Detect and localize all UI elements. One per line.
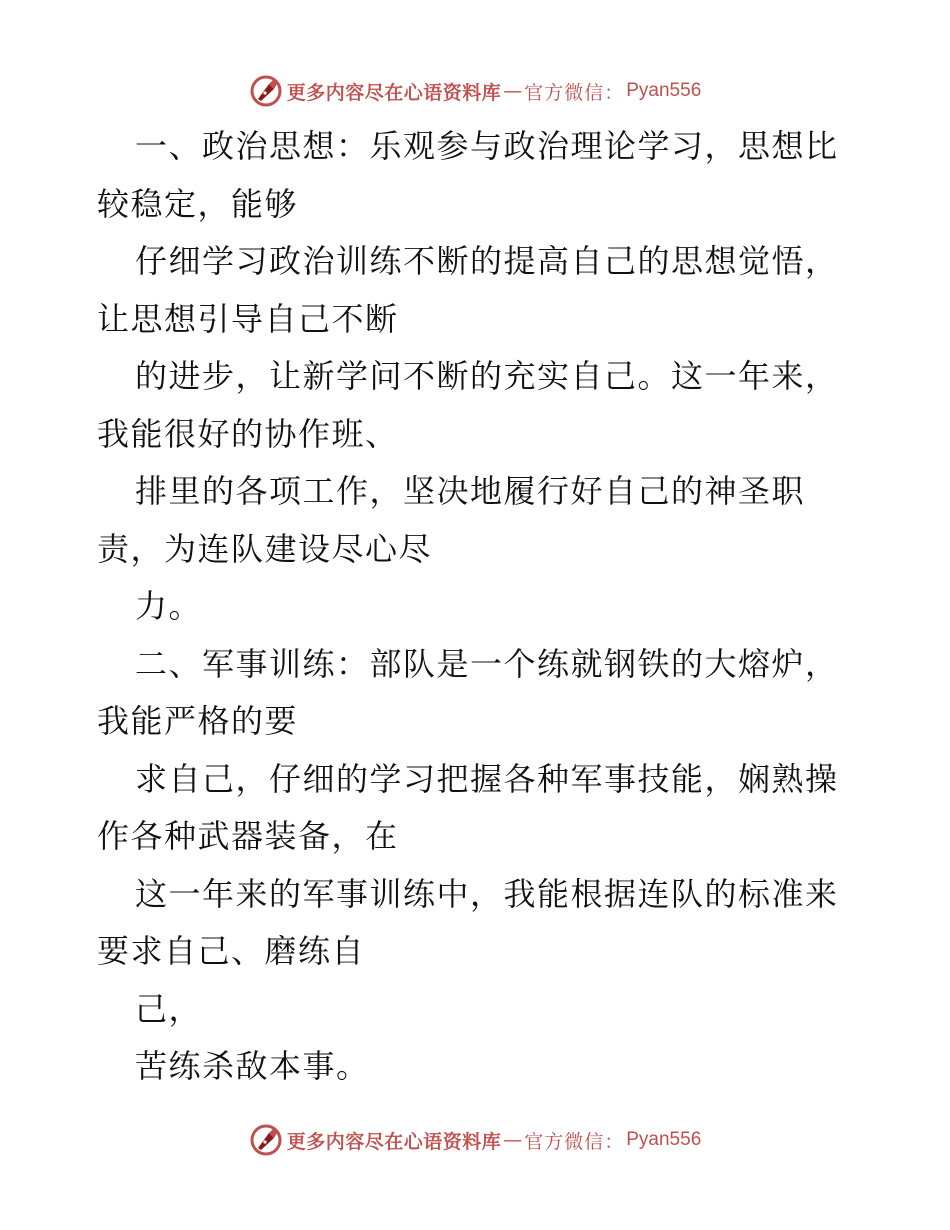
text-line: 一、政治思想：乐观参与政治理论学习，思想比 (135, 127, 839, 165)
pen-nib-circle-icon (249, 74, 283, 108)
document-body (97, 118, 867, 1096)
text-line: 仔细学习政治训练不断的提高自己的思想觉悟， (135, 242, 839, 280)
text-line: 较稳定，能够 (97, 184, 299, 223)
text-line: 排里的各项工作，坚决地履行好自己的神圣职 (135, 472, 806, 510)
banner-dash: — (503, 1129, 523, 1151)
pen-nib-circle-icon (249, 1123, 283, 1157)
banner-wechat-id: Pyan556 (626, 80, 702, 101)
banner-dash: — (503, 80, 523, 102)
text-line: 求自己，仔细的学习把握各种军事技能，娴熟操 (135, 759, 839, 798)
banner-library-text: 更多内容尽在心语资料库 (286, 1130, 502, 1153)
text-line: 要求自己、磨练自 (97, 932, 366, 970)
banner-library-text: 更多内容尽在心语资料库 (286, 81, 502, 104)
text-line: 我能很好的协作班、 (97, 414, 399, 453)
banner-wechat-label: 官方微信： (524, 1130, 625, 1153)
banner-wechat-label: 官方微信： (524, 81, 625, 104)
banner-wechat-id: Pyan556 (626, 1129, 702, 1150)
text-line: 的进步，让新学问不断的充实自己。这一年来， (135, 357, 839, 395)
text-line: 责，为连队建设尽心尽 (97, 529, 433, 568)
text-line: 我能严格的要 (97, 702, 299, 740)
text-line: 二、军事训练：部队是一个练就钢铁的大熔炉， (135, 644, 839, 683)
footer-banner (0, 1120, 950, 1160)
text-line: 力。 (135, 587, 203, 625)
header-banner (0, 71, 950, 111)
text-line: 己， (135, 989, 203, 1028)
text-line: 苦练杀敌本事。 (135, 1047, 370, 1085)
text-line: 这一年来的军事训练中，我能根据连队的标准来 (135, 874, 839, 913)
text-line: 让思想引导自己不断 (97, 299, 399, 338)
text-line: 作各种武器装备，在 (97, 817, 399, 855)
